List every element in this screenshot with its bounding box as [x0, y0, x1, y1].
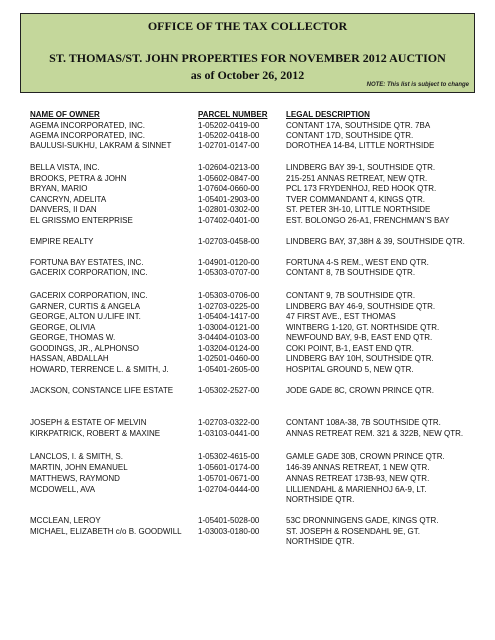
parcel-number: 1-05302-4615-00 — [198, 452, 260, 461]
owner-name: MCDOWELL, AVA — [30, 485, 96, 494]
owner-name: GARNER, CURTIS & ANGELA — [30, 302, 141, 311]
legal-description: CONTANT 108A-38, 7B SOUTHSIDE QTR. — [286, 418, 441, 427]
change-note: NOTE: This list is subject to change — [366, 82, 469, 88]
owner-name: GACERIX CORPORATION, INC. — [30, 291, 148, 300]
parcel-number: 1-02704-0444-00 — [198, 485, 260, 494]
owner-name: FORTUNA BAY ESTATES, INC. — [30, 258, 144, 267]
owner-name: MARTIN, JOHN EMANUEL — [30, 463, 128, 472]
legal-description: 47 FIRST AVE., EST THOMAS — [286, 312, 396, 321]
legal-description: CONTANT 17A, SOUTHSIDE QTR. 7BA — [286, 121, 431, 130]
parcel-number: 1-05303-0706-00 — [198, 291, 260, 300]
owner-name: BRYAN, MARIO — [30, 184, 88, 193]
legal-description: CONTANT 8, 7B SOUTHSIDE QTR. — [286, 268, 416, 277]
parcel-number: 1-02701-0147-00 — [198, 141, 260, 150]
owner-name: JOSEPH & ESTATE OF MELVIN — [30, 418, 147, 427]
parcel-number: 1-05401-2605-00 — [198, 365, 260, 374]
legal-description: 215-251 ANNAS RETREAT, NEW QTR. — [286, 174, 428, 183]
parcel-number: 1-02604-0213-00 — [198, 163, 260, 172]
owner-name: AGEMA INCORPORATED, INC. — [30, 121, 145, 130]
legal-description: WINTBERG 1-120, GT. NORTHSIDE QTR. — [286, 323, 440, 332]
header-parcel: PARCEL NUMBER — [198, 110, 268, 119]
owner-name: GOODINGS, JR., ALPHONSO — [30, 344, 139, 353]
parcel-number: 1-05303-0707-00 — [198, 268, 260, 277]
owner-name: HASSAN, ABDALLAH — [30, 354, 109, 363]
title-banner — [20, 13, 475, 93]
parcel-number: 1-03004-0121-00 — [198, 323, 260, 332]
legal-description: ST. PETER 3H-10, LITTLE NORTHSIDE — [286, 205, 431, 214]
parcel-number: 1-05202-0419-00 — [198, 121, 260, 130]
header-legal: LEGAL DESCRIPTION — [286, 110, 370, 119]
legal-description: JODE GADE 8C, CROWN PRINCE QTR. — [286, 386, 435, 395]
owner-name: EL GRISSMO ENTERPRISE — [30, 216, 133, 225]
parcel-number: 1-05602-0847-00 — [198, 174, 260, 183]
owner-name: DANVERS, II DAN — [30, 205, 97, 214]
legal-description: TVER COMMANDANT 4, KINGS QTR. — [286, 195, 425, 204]
legal-description: 53C DRONNINGENS GADE, KINGS QTR. — [286, 516, 439, 525]
legal-description: LINDBERG BAY 10H, SOUTHSIDE QTR. — [286, 354, 434, 363]
legal-description: HOSPITAL GROUND 5, NEW QTR. — [286, 365, 414, 374]
as-of-date: as of October 26, 2012 — [190, 68, 305, 82]
owner-name: AGEMA INCORPORATED, INC. — [30, 131, 145, 140]
owner-name: GACERIX CORPORATION, INC. — [30, 268, 148, 277]
parcel-number: 1-02501-0460-00 — [198, 354, 260, 363]
legal-description: ANNAS RETREAT 173B-93, NEW QTR. — [286, 474, 430, 483]
legal-description: DOROTHEA 14-B4, LITTLE NORTHSIDE — [286, 141, 435, 150]
owner-name: EMPIRE REALTY — [30, 237, 94, 246]
owner-name: CANCRYN, ADELITA — [30, 195, 107, 204]
legal-description: LINDBERG BAY 46-9, SOUTHSIDE QTR. — [286, 302, 436, 311]
legal-description: ANNAS RETREAT REM. 321 & 322B, NEW QTR. — [286, 429, 464, 438]
owner-name: MATTHEWS, RAYMOND — [30, 474, 120, 483]
header-owner: NAME OF OWNER — [30, 110, 100, 119]
legal-description: FORTUNA 4-S REM., WEST END QTR. — [286, 258, 429, 267]
parcel-number: 1-05401-5028-00 — [198, 516, 260, 525]
parcel-number: 1-05404-1417-00 — [198, 312, 260, 321]
owner-name: BROOKS, PETRA & JOHN — [30, 174, 127, 183]
legal-description: 146-39 ANNAS RETREAT, 1 NEW QTR. — [286, 463, 430, 472]
parcel-number: 1-07604-0660-00 — [198, 184, 260, 193]
owner-name: BELLA VISTA, INC. — [30, 163, 100, 172]
parcel-number: 1-02703-0225-00 — [198, 302, 260, 311]
parcel-number: 1-04901-0120-00 — [198, 258, 260, 267]
owner-name: GEORGE, OLIVIA — [30, 323, 96, 332]
owner-name: KIRKPATRICK, ROBERT & MAXINE — [30, 429, 161, 438]
parcel-number: 1-03103-0441-00 — [198, 429, 260, 438]
parcel-number: 1-05401-2903-00 — [198, 195, 260, 204]
legal-description: LINDBERG BAY 39-1, SOUTHSIDE QTR. — [286, 163, 436, 172]
legal-description: LINDBERG BAY, 37,38H & 39, SOUTHSIDE QTR. — [286, 237, 465, 246]
parcel-number: 1-02703-0458-00 — [198, 237, 260, 246]
legal-description: ST. JOSEPH & ROSENDAHL 9E, GT. NORTHSIDE QTR. — [286, 527, 420, 546]
owner-name: LANCLOS, I. & SMITH, S. — [30, 452, 123, 461]
legal-description: COKI POINT, B-1, EAST END QTR. — [286, 344, 414, 353]
parcel-number: 1-05601-0174-00 — [198, 463, 260, 472]
parcel-number: 1-03003-0180-00 — [198, 527, 260, 536]
owner-name: MICHAEL, ELIZABETH c/o B. GOODWILL — [30, 527, 182, 536]
legal-description: NEWFOUND BAY, 9-B, EAST END QTR. — [286, 333, 433, 342]
owner-name: HOWARD, TERRENCE L. & SMITH, J. — [30, 365, 169, 374]
parcel-number: 1-05302-2527-00 — [198, 386, 260, 395]
parcel-number: 1-02703-0322-00 — [198, 418, 260, 427]
parcel-number: 1-07402-0401-00 — [198, 216, 260, 225]
legal-description: CONTANT 17D, SOUTHSIDE QTR. — [286, 131, 414, 140]
parcel-number: 1-02801-0302-00 — [198, 205, 260, 214]
parcel-number: 3-04404-0103-00 — [198, 333, 260, 342]
auction-title: ST. THOMAS/ST. JOHN PROPERTIES FOR NOVEMBER 2012 AUCTION — [49, 51, 446, 65]
owner-name: GEORGE, THOMAS W. — [30, 333, 116, 342]
legal-description: CONTANT 9, 7B SOUTHSIDE QTR. — [286, 291, 416, 300]
legal-description: PCL 173 FRYDENHOJ, RED HOOK QTR. — [286, 184, 437, 193]
legal-description: EST. BOLONGO 26-A1, FRENCHMAN’S BAY — [286, 216, 450, 225]
legal-description: LILLIENDAHL & MARIENHOJ 6A-9, LT. NORTHSIDE QTR. — [286, 485, 427, 504]
parcel-number: 1-05701-0671-00 — [198, 474, 260, 483]
parcel-number: 1-05202-0418-00 — [198, 131, 260, 140]
owner-name: MCCLEAN, LEROY — [30, 516, 101, 525]
office-title: OFFICE OF THE TAX COLLECTOR — [147, 19, 348, 33]
legal-description: GAMLE GADE 30B, CROWN PRINCE QTR. — [286, 452, 445, 461]
owner-name: GEORGE, ALTON U./LIFE INT. — [30, 312, 141, 321]
owner-name: BAULUSI-SUKHU, LAKRAM & SINNET — [30, 141, 172, 150]
parcel-number: 1-03204-0124-00 — [198, 344, 260, 353]
owner-name: JACKSON, CONSTANCE LIFE ESTATE — [30, 386, 174, 395]
